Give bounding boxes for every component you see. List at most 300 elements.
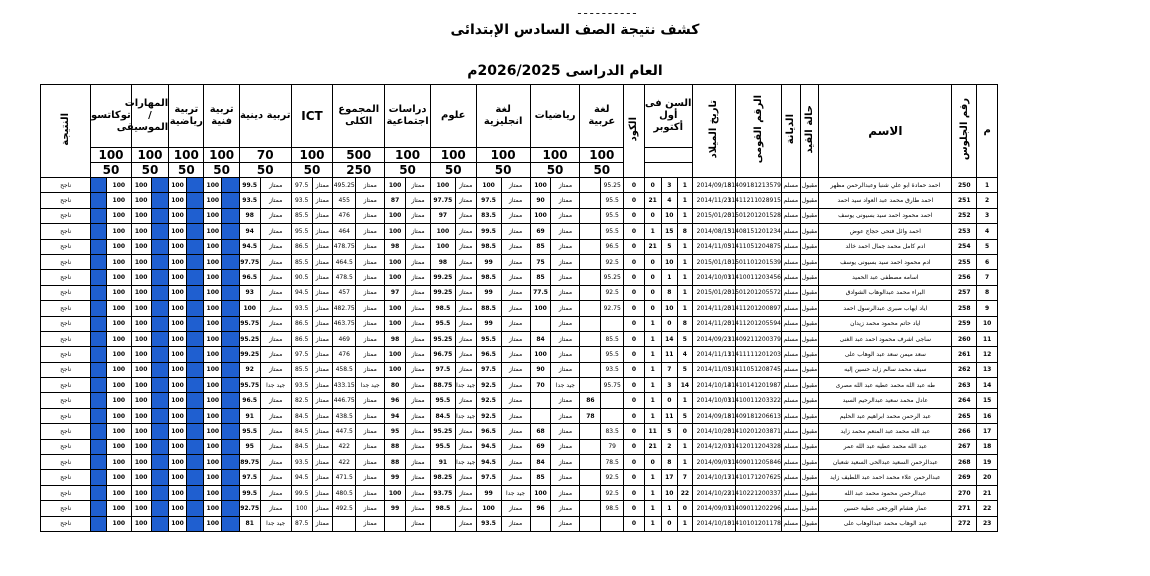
birth-date: 2014/09/18 [692, 178, 736, 193]
science-grade: ممتاز [455, 301, 476, 316]
arabic-raw: 92.5 [601, 470, 624, 485]
seat-number: 266 [952, 424, 977, 439]
pe-blue [186, 378, 204, 393]
ict-grade: ممتاز [312, 285, 333, 300]
pe-blue [186, 439, 204, 454]
min-score: 50 [131, 163, 168, 178]
science-grade: ممتاز [455, 439, 476, 454]
science-grade: ممتاز [455, 347, 476, 362]
total-grade: ممتاز [356, 501, 385, 516]
tokatsu-blue [91, 424, 107, 439]
age-years: 4 [678, 347, 693, 362]
religious-score: 96.5 [239, 393, 260, 408]
result: ناجح [41, 316, 91, 331]
student-name: ادم كامل محمد جمال احمد خالد [819, 239, 952, 254]
age-months: 5 [661, 424, 678, 439]
age-years: 1 [678, 285, 693, 300]
age-years: 1 [678, 254, 693, 269]
tokatsu-score: 100 [106, 378, 131, 393]
age-months: 10 [661, 301, 678, 316]
age-years: 1 [678, 393, 693, 408]
social-score: 100 [385, 316, 406, 331]
science-grade: ممتاز [455, 239, 476, 254]
table-row [41, 316, 998, 331]
seat-number: 267 [952, 439, 977, 454]
age-days: 0 [644, 178, 661, 193]
row-index: 4 [977, 224, 998, 239]
math-score [530, 393, 551, 408]
arabic-raw: 78.5 [601, 455, 624, 470]
ict-score: 93.5 [291, 301, 312, 316]
social-score: 87 [385, 193, 406, 208]
music-blue [151, 239, 169, 254]
age-months: 10 [661, 208, 678, 223]
english-score: 100 [476, 501, 501, 516]
religious-score: 97.5 [239, 470, 260, 485]
result: ناجح [41, 224, 91, 239]
birth-date: 2014/10/01 [692, 270, 736, 285]
science-score [430, 516, 455, 531]
code: 0 [624, 439, 645, 454]
max-score: 100 [131, 148, 168, 163]
table-row [41, 285, 998, 300]
ict-grade: ممتاز [312, 316, 333, 331]
art-blue [222, 193, 240, 208]
seat-number: 272 [952, 516, 977, 531]
math-score: 100 [530, 208, 551, 223]
seat-number: 270 [952, 485, 977, 500]
science-grade: ممتاز [455, 393, 476, 408]
ict-grade: ممتاز [312, 378, 333, 393]
pe-score: 100 [169, 455, 187, 470]
age-years: 0 [678, 424, 693, 439]
social-score: 95 [385, 424, 406, 439]
religious-grade: ممتاز [260, 178, 291, 193]
art-blue [222, 470, 240, 485]
birth-date: 2014/11/05 [692, 239, 736, 254]
ict-grade: ممتاز [312, 439, 333, 454]
total-score: 469 [333, 331, 356, 346]
tokatsu-blue [91, 316, 107, 331]
total-grade: ممتاز [356, 347, 385, 362]
tokatsu-blue [91, 270, 107, 285]
result: ناجح [41, 301, 91, 316]
row-index: 2 [977, 193, 998, 208]
english-grade: ممتاز [501, 347, 530, 362]
student-name: عبد الله محمد عطيه عبد الله عمر [819, 439, 952, 454]
arabic-score [580, 501, 601, 516]
row-index: 8 [977, 285, 998, 300]
age-years: 1 [678, 439, 693, 454]
religious-grade: ممتاز [260, 316, 291, 331]
music-blue [151, 485, 169, 500]
seat-number: 262 [952, 362, 977, 377]
tokatsu-blue [91, 501, 107, 516]
arabic-raw [601, 316, 624, 331]
total-score: 464 [333, 224, 356, 239]
social-grade: ممتاز [405, 193, 430, 208]
english-grade: ممتاز [501, 301, 530, 316]
tokatsu-score: 100 [106, 331, 131, 346]
table-row [41, 270, 998, 285]
ict-grade: ممتاز [312, 331, 333, 346]
total-score: 464.5 [333, 254, 356, 269]
result: ناجح [41, 485, 91, 500]
social-grade: ممتاز [405, 501, 430, 516]
religious-score: 98 [239, 208, 260, 223]
age-days: 1 [644, 470, 661, 485]
pe-score: 100 [169, 193, 187, 208]
religion: مسلم [781, 470, 800, 485]
row-index: 7 [977, 270, 998, 285]
arabic-score [580, 516, 601, 531]
arabic-score [580, 224, 601, 239]
tokatsu-blue [91, 439, 107, 454]
music-score: 100 [131, 485, 151, 500]
table-row [41, 224, 998, 239]
science-score: 95.25 [430, 424, 455, 439]
tokatsu-score: 100 [106, 208, 131, 223]
age-days: 0 [644, 208, 661, 223]
student-name: عبد الرحمن محمد ابراهيم عبد الحليم [819, 408, 952, 423]
arabic-score [580, 316, 601, 331]
english-grade: ممتاز [501, 424, 530, 439]
science-grade: ممتاز [455, 224, 476, 239]
social-grade: ممتاز [405, 393, 430, 408]
arabic-raw: 95.5 [601, 347, 624, 362]
science-score: 97.5 [430, 362, 455, 377]
arabic-score [580, 455, 601, 470]
code: 0 [624, 208, 645, 223]
science-score: 98.5 [430, 301, 455, 316]
total-grade: ممتاز [356, 239, 385, 254]
english-grade: ممتاز [501, 393, 530, 408]
arabic-raw [601, 516, 624, 531]
table-row [41, 239, 998, 254]
music-blue [151, 316, 169, 331]
ict-score: 84.5 [291, 439, 312, 454]
art-score: 100 [204, 208, 222, 223]
ict-score: 94.5 [291, 285, 312, 300]
math-grade: ممتاز [551, 239, 580, 254]
student-name: سيف محمد سالم زايد حسين إليه [819, 362, 952, 377]
code: 0 [624, 224, 645, 239]
science-score: 95.25 [430, 331, 455, 346]
english-grade: ممتاز [501, 439, 530, 454]
result: ناجح [41, 378, 91, 393]
english-grade: ممتاز [501, 516, 530, 531]
col-tokatsu: توكاتسو [91, 85, 132, 148]
arabic-score [580, 270, 601, 285]
religious-grade: ممتاز [260, 239, 291, 254]
code: 0 [624, 270, 645, 285]
religious-grade: ممتاز [260, 285, 291, 300]
col-art-education: تربية فنية [204, 85, 239, 148]
music-score: 100 [131, 301, 151, 316]
math-score [530, 316, 551, 331]
english-grade: ممتاز [501, 254, 530, 269]
religious-score: 94.5 [239, 239, 260, 254]
religious-score: 100 [239, 301, 260, 316]
social-grade: ممتاز [405, 378, 430, 393]
age-days: 21 [644, 239, 661, 254]
national-id: 31410141201987 [736, 378, 782, 393]
seat-number: 260 [952, 331, 977, 346]
result: ناجح [41, 408, 91, 423]
table-row [41, 455, 998, 470]
row-index: 23 [977, 516, 998, 531]
tokatsu-score: 100 [106, 193, 131, 208]
science-score: 96.75 [430, 347, 455, 362]
birth-date: 2014/10/20 [692, 424, 736, 439]
tokatsu-blue [91, 331, 107, 346]
col-code: الكود [624, 85, 645, 178]
math-grade: ممتاز [551, 301, 580, 316]
age-min-blank [644, 163, 692, 178]
result: ناجح [41, 178, 91, 193]
national-id: 31411201205594 [736, 316, 782, 331]
age-years: 1 [678, 301, 693, 316]
enrollment-status: مقبول [800, 254, 819, 269]
age-months: 1 [661, 501, 678, 516]
enrollment-status: مقبول [800, 378, 819, 393]
min-score: 50 [239, 163, 291, 178]
english-grade: ممتاز [501, 501, 530, 516]
birth-date: 2014/09/01 [692, 455, 736, 470]
row-index: 15 [977, 393, 998, 408]
national-id: 31410011203456 [736, 270, 782, 285]
national-id: 31410221200337 [736, 485, 782, 500]
result: ناجح [41, 193, 91, 208]
math-grade: ممتاز [551, 316, 580, 331]
age-years: 1 [678, 193, 693, 208]
art-score: 100 [204, 301, 222, 316]
ict-score: 100 [291, 501, 312, 516]
english-score: 97.5 [476, 470, 501, 485]
tokatsu-score: 100 [106, 270, 131, 285]
code: 0 [624, 239, 645, 254]
table-row [41, 501, 998, 516]
tokatsu-blue [91, 470, 107, 485]
max-score: 100 [91, 148, 132, 163]
ict-grade: ممتاز [312, 424, 333, 439]
arabic-score [580, 301, 601, 316]
age-months: 15 [661, 224, 678, 239]
code: 0 [624, 254, 645, 269]
arabic-score [580, 254, 601, 269]
science-grade: ممتاز [455, 178, 476, 193]
age-months: 5 [661, 239, 678, 254]
total-score: 471.5 [333, 470, 356, 485]
social-grade: ممتاز [405, 424, 430, 439]
tokatsu-score: 100 [106, 178, 131, 193]
national-id: 31409181213579 [736, 178, 782, 193]
age-months: 8 [661, 285, 678, 300]
science-score: 99.25 [430, 285, 455, 300]
religion: مسلم [781, 408, 800, 423]
art-score: 100 [204, 455, 222, 470]
social-score: 100 [385, 301, 406, 316]
table-row [41, 470, 998, 485]
religion: مسلم [781, 424, 800, 439]
max-score: 100 [169, 148, 204, 163]
math-grade: ممتاز [551, 501, 580, 516]
enrollment-status: مقبول [800, 316, 819, 331]
religious-score: 95.5 [239, 424, 260, 439]
age-days: 1 [644, 362, 661, 377]
tokatsu-blue [91, 408, 107, 423]
national-id: 31411051208745 [736, 362, 782, 377]
total-score: 478.5 [333, 270, 356, 285]
music-score: 100 [131, 501, 151, 516]
music-blue [151, 178, 169, 193]
code: 0 [624, 301, 645, 316]
max-score: 100 [476, 148, 530, 163]
social-score: 100 [385, 224, 406, 239]
religious-grade: ممتاز [260, 393, 291, 408]
row-index: 9 [977, 301, 998, 316]
seat-number: 271 [952, 501, 977, 516]
math-score [530, 516, 551, 531]
birth-date: 2014/08/15 [692, 224, 736, 239]
code: 0 [624, 501, 645, 516]
music-score: 100 [131, 331, 151, 346]
row-index: 14 [977, 378, 998, 393]
pe-blue [186, 301, 204, 316]
math-grade: ممتاز [551, 208, 580, 223]
art-blue [222, 362, 240, 377]
pe-blue [186, 193, 204, 208]
total-grade: ممتاز [356, 424, 385, 439]
math-grade: ممتاز [551, 470, 580, 485]
age-years: 1 [678, 178, 693, 193]
arabic-score [580, 362, 601, 377]
pe-score: 100 [169, 347, 187, 362]
science-score: 95.5 [430, 439, 455, 454]
birth-date: 2014/11/11 [692, 347, 736, 362]
math-score: 96 [530, 501, 551, 516]
science-score: 88.75 [430, 378, 455, 393]
total-score: 480.5 [333, 485, 356, 500]
arabic-raw: 92.75 [601, 301, 624, 316]
pe-blue [186, 501, 204, 516]
art-blue [222, 239, 240, 254]
enrollment-status: مقبول [800, 516, 819, 531]
english-score: 99 [476, 316, 501, 331]
english-grade: ممتاز [501, 239, 530, 254]
row-index: 6 [977, 254, 998, 269]
student-name: عبد الوهاب محمد عبدالوهاب على [819, 516, 952, 531]
religious-grade: ممتاز [260, 501, 291, 516]
birth-date: 2014/10/22 [692, 485, 736, 500]
math-score: 69 [530, 439, 551, 454]
art-score: 100 [204, 378, 222, 393]
ict-grade: ممتاز [312, 408, 333, 423]
english-score: 99.5 [476, 224, 501, 239]
math-score: 77.5 [530, 285, 551, 300]
art-blue [222, 485, 240, 500]
science-score: 98.5 [430, 501, 455, 516]
total-score: 447.5 [333, 424, 356, 439]
religious-score: 96.5 [239, 270, 260, 285]
ict-grade: ممتاز [312, 208, 333, 223]
english-score: 99 [476, 485, 501, 500]
religious-score: 97.75 [239, 254, 260, 269]
age-days: 1 [644, 378, 661, 393]
pe-score: 100 [169, 378, 187, 393]
religious-grade: ممتاز [260, 424, 291, 439]
age-months: 17 [661, 470, 678, 485]
arabic-score [580, 239, 601, 254]
enrollment-status: مقبول [800, 331, 819, 346]
tokatsu-blue [91, 378, 107, 393]
tokatsu-blue [91, 455, 107, 470]
art-score: 100 [204, 254, 222, 269]
code: 0 [624, 285, 645, 300]
art-score: 100 [204, 178, 222, 193]
science-score: 99.25 [430, 270, 455, 285]
pe-score: 100 [169, 316, 187, 331]
pe-blue [186, 331, 204, 346]
pe-score: 100 [169, 516, 187, 531]
tokatsu-blue [91, 193, 107, 208]
ict-score: 97.5 [291, 178, 312, 193]
national-id: 31411211028915 [736, 193, 782, 208]
english-grade: ممتاز [501, 178, 530, 193]
page-title: كشف نتيجة الصف السادس الإبتدائى [450, 22, 700, 38]
ict-score: 84.5 [291, 424, 312, 439]
seat-number: 255 [952, 254, 977, 269]
result: ناجح [41, 362, 91, 377]
math-grade: ممتاز [551, 393, 580, 408]
ict-score: 82.5 [291, 393, 312, 408]
student-name: عبدالرحمن محمود محمد عبد الله [819, 485, 952, 500]
science-score: 91 [430, 455, 455, 470]
arabic-score: 78 [580, 408, 601, 423]
ict-grade: ممتاز [312, 254, 333, 269]
music-score: 100 [131, 347, 151, 362]
enrollment-status: مقبول [800, 470, 819, 485]
min-score: 50 [204, 163, 239, 178]
social-grade: ممتاز [405, 285, 430, 300]
art-score: 100 [204, 316, 222, 331]
total-grade: ممتاز [356, 455, 385, 470]
art-blue [222, 501, 240, 516]
english-grade: ممتاز [501, 470, 530, 485]
table-row [41, 347, 998, 362]
ict-score: 97.5 [291, 347, 312, 362]
art-score: 100 [204, 347, 222, 362]
result: ناجح [41, 501, 91, 516]
math-grade: ممتاز [551, 439, 580, 454]
social-score: 88 [385, 439, 406, 454]
pe-score: 100 [169, 424, 187, 439]
pe-score: 100 [169, 254, 187, 269]
code: 0 [624, 408, 645, 423]
col-religion: الديانة [781, 85, 800, 178]
tokatsu-blue [91, 239, 107, 254]
code: 0 [624, 347, 645, 362]
total-grade: ممتاز [356, 393, 385, 408]
social-score: 96 [385, 393, 406, 408]
age-years: 7 [678, 470, 693, 485]
student-name: طه عبد الله محمد عطيه عبد الله مصرى [819, 378, 952, 393]
result: ناجح [41, 239, 91, 254]
religious-grade: ممتاز [260, 485, 291, 500]
social-grade: ممتاز [405, 270, 430, 285]
music-blue [151, 301, 169, 316]
student-name: عبدالرحمن السعيد عبدالحى السعيد شعبان [819, 455, 952, 470]
